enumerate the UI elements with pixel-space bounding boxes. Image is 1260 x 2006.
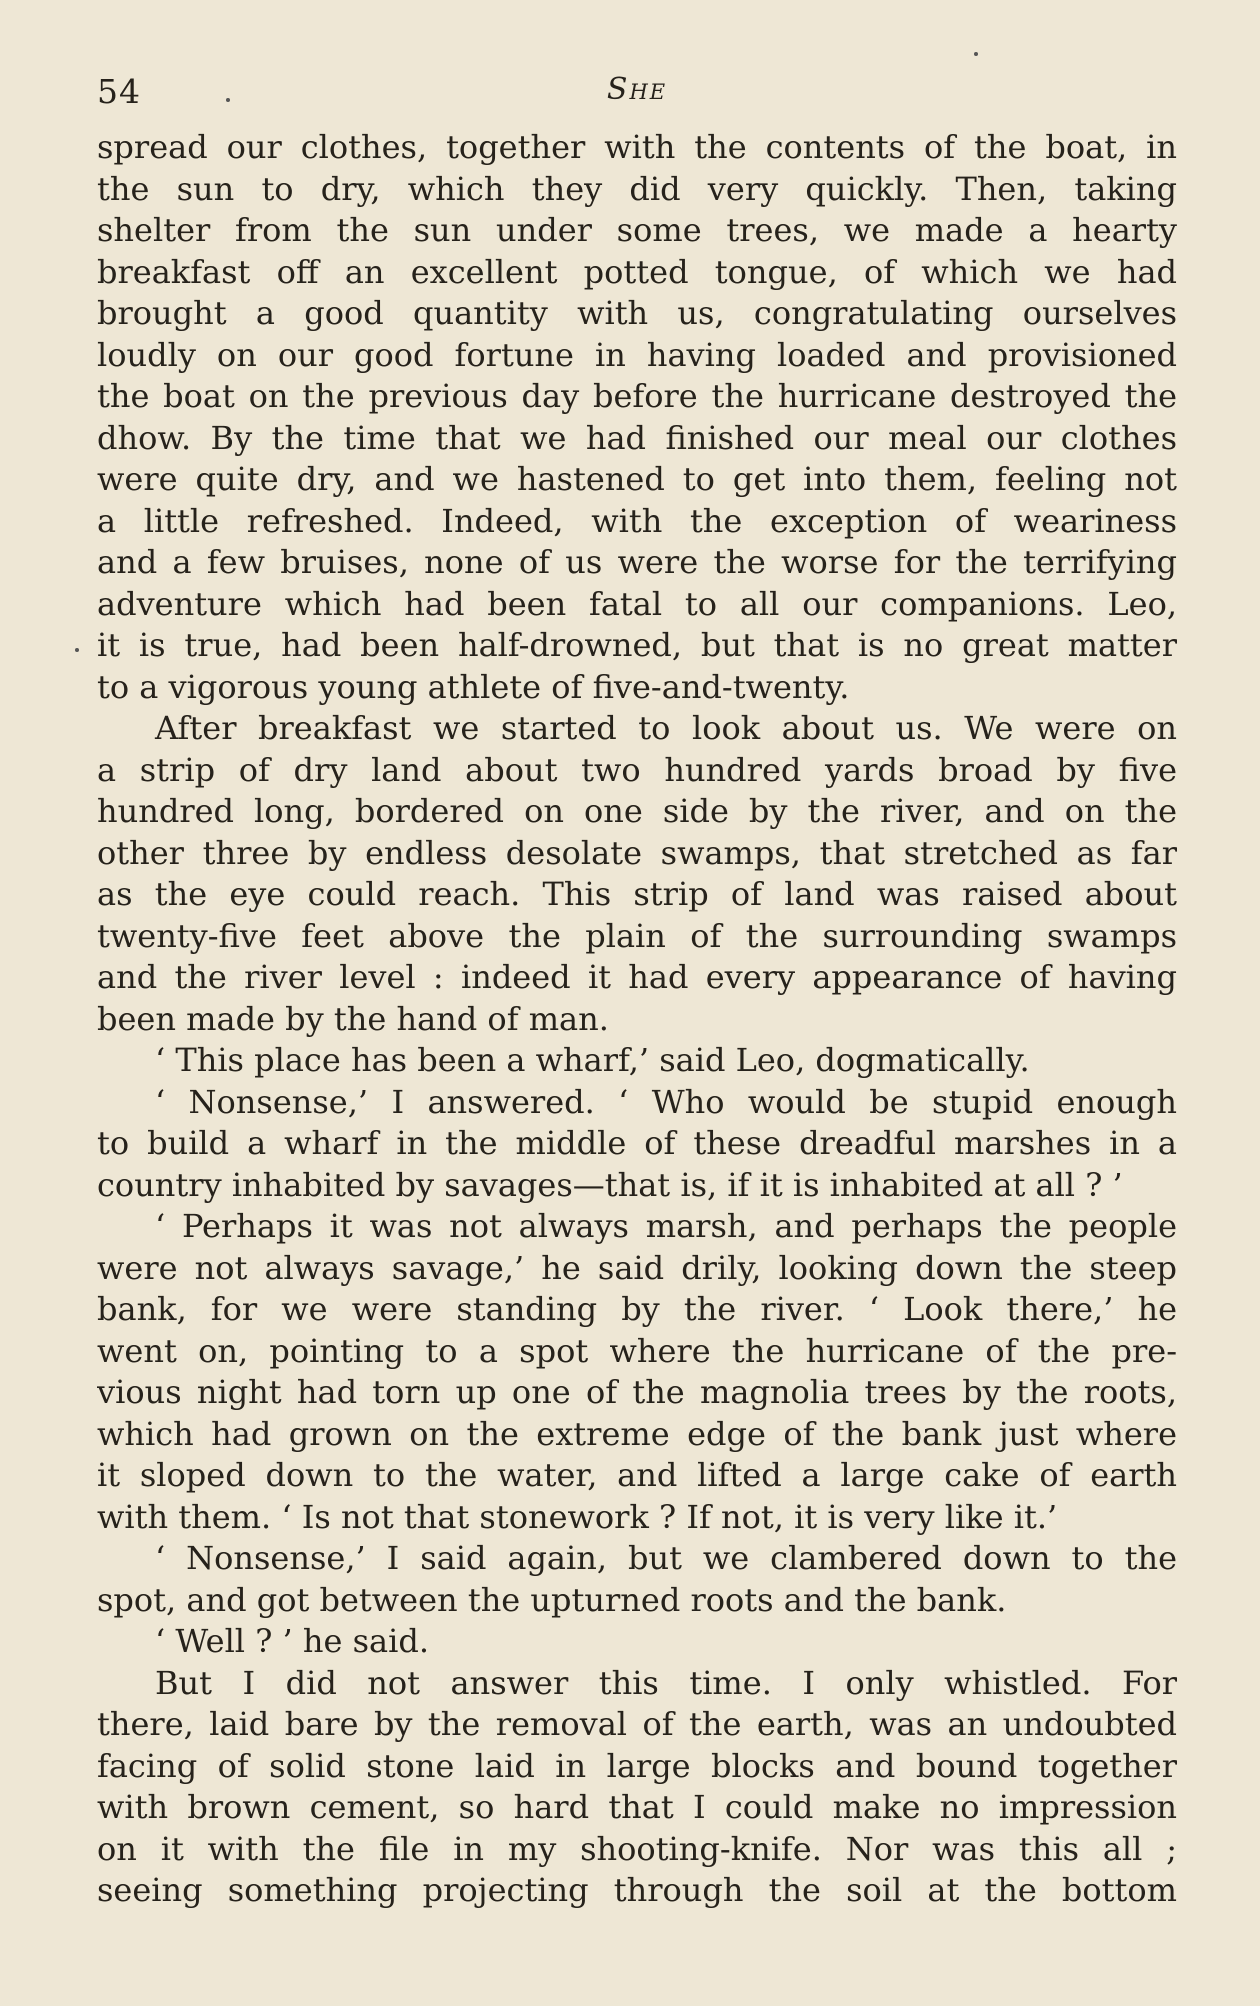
text-line: ‘ This place has been a wharf,’ said Leo, dogmatically.: [155, 1041, 1030, 1079]
text-line: and a few bruises, none of us were the worse for the terrifying: [97, 543, 1177, 581]
text-line: as the eye could reach. This strip of land was raised about: [97, 875, 1177, 913]
text-line: loudly on our good fortune in having loaded and provisioned: [97, 335, 1177, 374]
page-header: [97, 72, 1177, 122]
text-line: ‘ Well ? ’ he said.: [155, 1622, 429, 1660]
print-speck: [226, 98, 230, 102]
text-line: the boat on the previous day before the hurricane destroyed the: [97, 377, 1177, 415]
text-line: on it with the file in my shooting-knife. Nor was this all ;: [97, 1829, 1177, 1868]
text-line: spread our clothes, together with the contents of the boat, in: [97, 128, 1177, 166]
text-line: to build a wharf in the middle of these dreadful marshes in a: [97, 1124, 1177, 1162]
text-line: it is true, had been half-drowned, but that is no great matter: [97, 626, 1177, 664]
text-line: went on, pointing to a spot where the hurricane of the pre-: [97, 1331, 1177, 1370]
text-line: shelter from the sun under some trees, we made a hearty: [97, 211, 1177, 249]
text-line: twenty-five feet above the plain of the surrounding swamps: [97, 916, 1177, 955]
text-line: dhow. By the time that we had finished our meal our clothes: [97, 418, 1177, 457]
text-line: spot, and got between the upturned roots and the bank.: [97, 1580, 1007, 1619]
text-line: been made by the hand of man.: [97, 999, 609, 1038]
text-line: there, laid bare by the removal of the earth, was an undoubted: [97, 1705, 1177, 1743]
text-line: After breakfast we started to look about us. We were on: [155, 709, 1177, 747]
text-line: seeing something projecting through the soil at the bottom: [97, 1871, 1177, 1909]
text-line: and the river level : indeed it had every appearance of having: [97, 958, 1177, 996]
text-line: other three by endless desolate swamps, that stretched as far: [97, 833, 1177, 872]
text-line: ‘ Nonsense,’ I answered. ‘ Who would be stupid enough: [155, 1082, 1177, 1121]
running-title: She: [606, 72, 668, 107]
text-line: brought a good quantity with us, congratulating ourselves: [97, 294, 1177, 332]
text-line: adventure which had been fatal to all our companions. Leo,: [97, 584, 1177, 623]
text-line: country inhabited by savages—that is, if it is inhabited at all ? ’: [97, 1165, 1123, 1204]
text-line: the sun to dry, which they did very quickly. Then, taking: [97, 169, 1177, 208]
text-line: breakfast off an excellent potted tongue, of which we had: [97, 252, 1177, 291]
text-line: a little refreshed. Indeed, with the exception of weariness: [97, 501, 1177, 540]
page-number: 54: [97, 72, 141, 111]
text-line: it sloped down to the water, and lifted a large cake of earth: [97, 1456, 1177, 1494]
text-line: But I did not answer this time. I only whistled. For: [155, 1663, 1177, 1702]
print-speck: [974, 52, 978, 56]
body-text: [97, 127, 1177, 1912]
text-line: which had grown on the extreme edge of the bank just where: [97, 1414, 1177, 1453]
print-speck: [75, 648, 79, 652]
text-line: with brown cement, so hard that I could make no impression: [97, 1788, 1177, 1826]
text-line: were quite dry, and we hastened to get into them, feeling not: [97, 460, 1177, 498]
text-line: were not always savage,’ he said drily, looking down the steep: [97, 1248, 1177, 1287]
text-line: to a vigorous young athlete of five-and-twenty.: [97, 667, 850, 706]
text-line: facing of solid stone laid in large blocks and bound together: [97, 1746, 1177, 1785]
text-line: with them. ‘ Is not that stonework ? If not, it is very like it.’: [97, 1497, 1058, 1536]
text-line: a strip of dry land about two hundred yards broad by five: [97, 750, 1177, 789]
text-line: vious night had torn up one of the magnolia trees by the roots,: [97, 1373, 1177, 1411]
text-line: ‘ Perhaps it was not always marsh, and perhaps the people: [155, 1207, 1177, 1245]
text-line: hundred long, bordered on one side by the river, and on the: [97, 792, 1177, 830]
text-line: bank, for we were standing by the river. ‘ Look there,’ he: [97, 1290, 1177, 1328]
text-line: ‘ Nonsense,’ I said again, but we clambered down to the: [155, 1539, 1177, 1577]
